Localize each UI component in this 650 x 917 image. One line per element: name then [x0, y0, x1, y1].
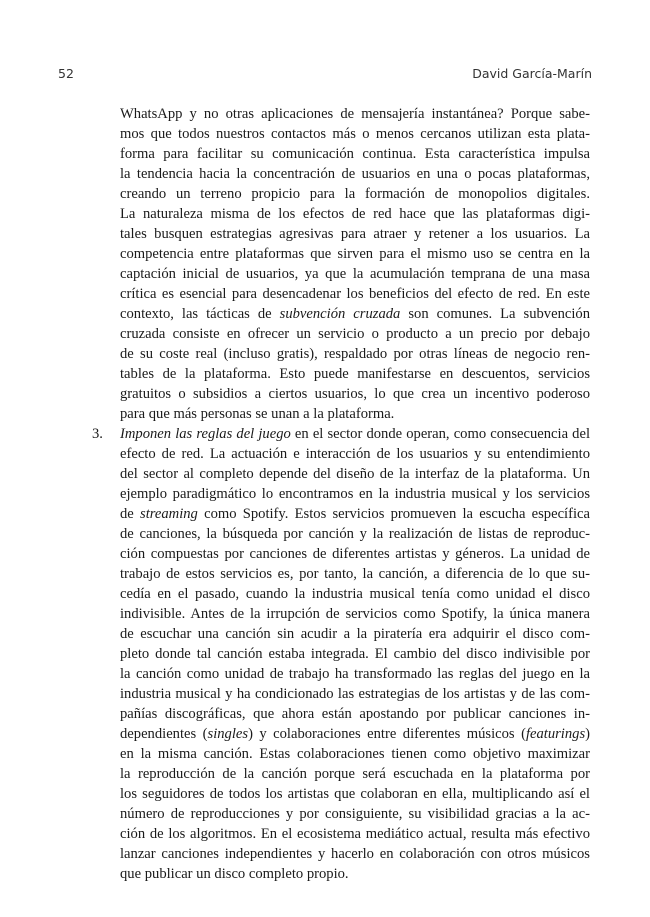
text-line [120, 584, 590, 604]
text-run: forma para facilitar su comunicación continua. Esta característica impulsa [120, 146, 590, 162]
text-run: ejemplo paradigmático lo encontramos en la industria musical y los servicios [120, 486, 590, 502]
text-line [120, 464, 590, 484]
running-header-author: David García-Marín [472, 66, 592, 81]
text-run: crítica es esencial para desencadenar los beneficios del efecto de red. En este [120, 286, 590, 302]
text-line [120, 644, 590, 664]
text-line [120, 844, 590, 864]
text-run: contexto, las tácticas de [120, 306, 280, 322]
text-line [120, 824, 590, 844]
text-line [120, 544, 590, 564]
text-run: de [120, 506, 141, 522]
text-line [120, 344, 590, 364]
text-run: La naturaleza misma de los efectos de red hace que las plataformas digi- [120, 206, 590, 222]
text-run: WhatsApp y no otras aplicaciones de mensajería instantánea? Porque sabe- [120, 106, 590, 122]
text-run: trabajo de estos servicios es, por tanto, la canción, a diferencia de lo que su- [120, 566, 590, 582]
text-run: en la misma canción. Estas colaboraciones tienen como objetivo maximizar [120, 746, 590, 762]
list-item-number: 3. [92, 426, 103, 442]
text-line [120, 424, 590, 444]
text-run: los seguidores de todos los artistas que colaboran en ella, multiplicando así el [120, 786, 590, 802]
text-line [120, 664, 590, 684]
text-line [120, 864, 590, 884]
text-run: como Spotify. Estos servicios promueven la escucha específica [197, 506, 590, 522]
text-line [120, 124, 590, 144]
text-run: que publicar un disco completo propio. [120, 866, 349, 882]
italic-text: singles [207, 726, 249, 742]
text-line [120, 184, 590, 204]
text-run: en el sector donde operan, como consecuencia del [290, 426, 590, 442]
text-run: de su coste real (incluso gratis), respaldado por otras líneas de negocio ren- [120, 346, 590, 362]
text-run: captación inicial de usuarios, ya que la acumulación temprana de una masa [120, 266, 590, 282]
text-line [120, 624, 590, 644]
text-run: competencia entre plataformas que sirven para el mismo uso se centra en la [120, 246, 590, 262]
text-run: dependientes ( [120, 726, 208, 742]
text-line [120, 744, 590, 764]
text-line [120, 684, 590, 704]
text-line [120, 704, 590, 724]
text-run: tables de la plataforma. Esto puede manifestarse en descuentos, servicios [120, 366, 590, 382]
text-line [120, 784, 590, 804]
italic-text: subvención cruzada [279, 306, 401, 322]
text-run: efecto de red. La actuación e interacción de los usuarios y su entendimiento [120, 446, 590, 462]
text-run: ) [585, 726, 590, 742]
text-run: número de reproducciones y por consiguiente, su visibilidad gracias a la ac- [120, 806, 590, 822]
text-line [120, 264, 590, 284]
text-line [120, 244, 590, 264]
text-line [120, 104, 590, 124]
text-line [120, 364, 590, 384]
text-run: la tendencia hacia la concentración de usuarios en una o pocas plataformas, [120, 166, 590, 182]
text-line [120, 724, 590, 744]
text-run: cruzada consiste en ofrecer un servicio o producto a un precio por debajo [120, 326, 590, 342]
text-run: ) y colaboraciones entre diferentes músicos ( [248, 726, 526, 742]
italic-text: streaming [140, 506, 198, 522]
text-run: de canciones, la búsqueda por canción y la realización de listas de reproduc- [120, 526, 590, 542]
text-run: la reproducción de la canción porque será escuchada en la plataforma por [120, 766, 590, 782]
italic-text: Imponen las reglas del juego [120, 426, 291, 442]
text-line [120, 144, 590, 164]
text-run: indivisible. Antes de la irrupción de servicios como Spotify, la única manera [120, 606, 590, 622]
text-line [120, 484, 590, 504]
text-line [120, 404, 590, 424]
text-run: pañías discográficas, que ahora están apostando por publicar canciones in- [120, 706, 590, 722]
text-line [120, 324, 590, 344]
text-line [120, 164, 590, 184]
text-run: mos que todos nuestros contactos más o menos cercanos utilizan esta plata- [120, 126, 590, 142]
italic-text: featurings [525, 726, 586, 742]
body-text [120, 104, 590, 884]
text-line [120, 284, 590, 304]
text-run: de escuchar una canción sin acudir a la piratería era adquirir el disco com- [120, 626, 590, 642]
page-number: 52 [58, 66, 74, 81]
text-line [120, 604, 590, 624]
text-run: del sector al completo depende del diseño de la interfaz de la plataforma. Un [120, 466, 590, 482]
text-line [120, 444, 590, 464]
text-line [120, 224, 590, 244]
text-run: industria musical y ha condicionado las estrategias de los artistas y de las com- [120, 686, 590, 702]
text-run: ción compuestas por canciones de diferentes artistas y géneros. La unidad de [120, 546, 590, 562]
text-run: creando un terreno propicio para la formación de monopolios digitales. [120, 186, 590, 202]
text-run: cedía en el pasado, cuando la industria musical tenía como unidad el disco [120, 586, 590, 602]
text-run: para que más personas se unan a la plataforma. [120, 406, 395, 422]
text-line [120, 204, 590, 224]
text-run: la canción como unidad de trabajo ha transformado las reglas del juego en la [120, 666, 590, 682]
text-line [120, 524, 590, 544]
text-line [120, 304, 590, 324]
text-run: son comunes. La subvención [400, 306, 591, 322]
text-line [120, 564, 590, 584]
text-run: gratuitos o subsidios a ciertos usuarios, lo que crea un incentivo poderoso [120, 386, 590, 402]
text-run: tales busquen estrategias agresivas para atraer y retener a los usuarios. La [120, 226, 590, 242]
text-run: pleto donde tal canción estaba integrada. El cambio del disco indivisible por [120, 646, 590, 662]
text-line [120, 384, 590, 404]
text-line [120, 804, 590, 824]
text-run: lanzar canciones independientes y hacerlo en colaboración con otros músicos [120, 846, 590, 862]
text-line [120, 764, 590, 784]
text-run: ción de los algoritmos. En el ecosistema mediático actual, resulta más efectivo [120, 826, 590, 842]
text-line [120, 504, 590, 524]
